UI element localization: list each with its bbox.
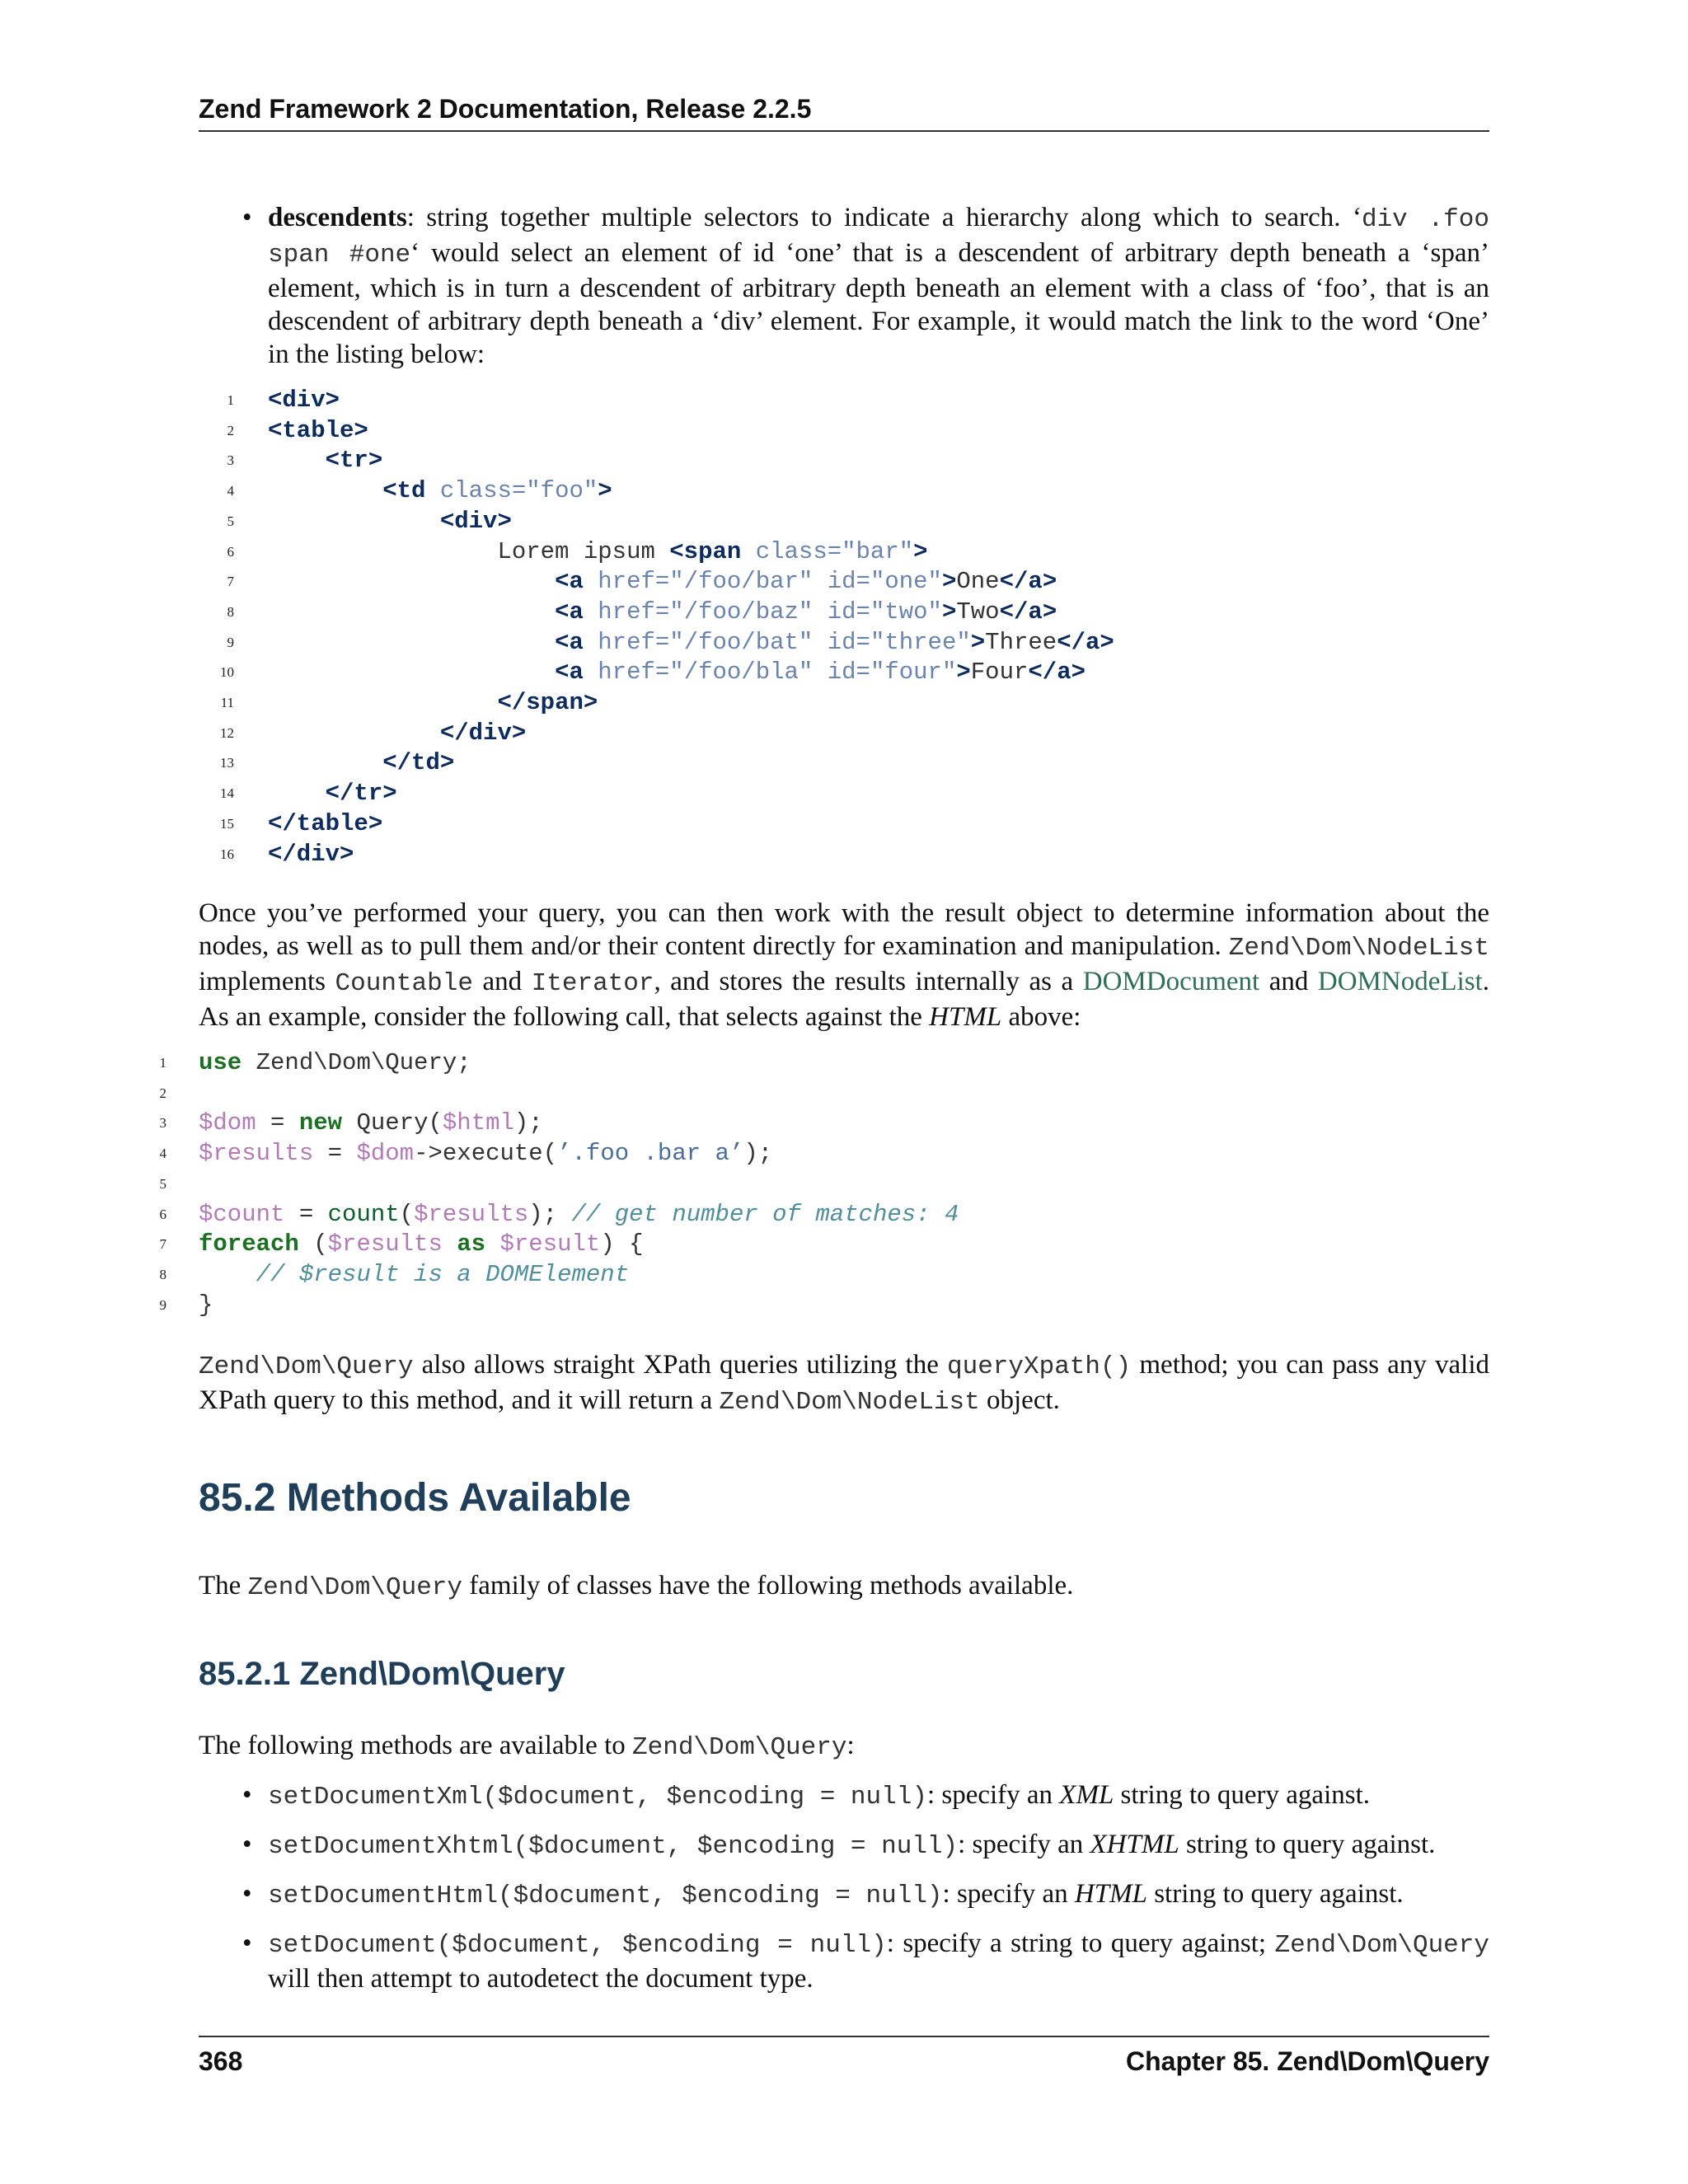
code-line: $dom = new Query($html); xyxy=(199,1109,543,1137)
inline-code: Zend\Dom\Query xyxy=(1274,1931,1489,1960)
line-number: 7 xyxy=(227,574,234,590)
inline-code: Countable xyxy=(335,969,473,998)
line-number: 14 xyxy=(220,785,234,802)
line-number: 3 xyxy=(227,452,234,469)
emphasis: HTML xyxy=(1074,1879,1147,1909)
term-descendents: descendents xyxy=(268,203,407,232)
inline-code: Zend\Dom\NodeList xyxy=(719,1388,980,1417)
php-code-line-numbers xyxy=(134,1048,166,1320)
code-line: </table> xyxy=(268,809,383,837)
inline-code: Iterator xyxy=(531,969,654,998)
line-number: 5 xyxy=(227,513,234,529)
code-line: <a href="/foo/bar" id="one">One</a> xyxy=(555,568,1057,596)
text: : specify an xyxy=(942,1879,1075,1909)
bullet-marker: • xyxy=(242,1929,252,1958)
line-number: 3 xyxy=(159,1115,166,1132)
code-line: $count = count($results); // get number of matches: 4 xyxy=(199,1200,959,1228)
method-item xyxy=(268,1877,1489,1913)
code-line: </span> xyxy=(497,689,598,717)
line-number: 11 xyxy=(220,695,234,711)
bullet-marker: • xyxy=(242,203,252,232)
text: string to query against. xyxy=(1114,1780,1370,1810)
bullet-text-continued: ‘ would select an element of id ‘one’ that is a descendent of arbitrary depth beneath a ‘span’ element, which is in turn a descendent of arbitrary depth beneath an element with a class of ‘foo’, that is an descendent of arbitrary depth beneath a ‘div’ element. For example, it would match the link to the word ‘One’ in the listing below: xyxy=(268,238,1489,369)
page-footer xyxy=(199,2042,1489,2080)
descendents-bullet xyxy=(268,201,1489,371)
html-code-block xyxy=(268,386,1114,869)
code-line: </div> xyxy=(268,840,354,868)
code-line: <a href="/foo/baz" id="two">Two</a> xyxy=(555,598,1057,626)
inline-code: queryXpath() xyxy=(946,1352,1132,1381)
section-heading: 85.2 Methods Available xyxy=(199,1476,631,1520)
code-line xyxy=(199,1079,959,1109)
code-line xyxy=(199,1169,959,1200)
code-line: <table> xyxy=(268,416,368,444)
line-number: 6 xyxy=(159,1206,166,1222)
method-signature: setDocument($document, $encoding = null) xyxy=(268,1931,887,1960)
code-line: </tr> xyxy=(325,780,397,808)
paragraph-result-object xyxy=(199,897,1489,1033)
text: Once you’ve performed your query, you can then work with the result object to determine information about the nodes, as well as to pull them and/or their content directly for examination and manipulation. xyxy=(199,898,1489,961)
inline-code: Zend\Dom\Query xyxy=(247,1573,463,1602)
line-number: 13 xyxy=(220,755,234,771)
link-domnodelist[interactable]: DOMNodeList xyxy=(1317,967,1483,996)
text: family of classes have the following methods available. xyxy=(462,1571,1074,1601)
line-number: 5 xyxy=(159,1175,166,1192)
code-line: <td class="foo"> xyxy=(382,477,612,505)
php-code-block xyxy=(199,1048,959,1320)
text: and xyxy=(472,967,532,996)
text: , and stores the results internally as a xyxy=(654,967,1083,996)
code-line: // $result is a DOMElement xyxy=(256,1260,630,1288)
header-rule xyxy=(199,130,1489,132)
text: : specify a string to query against; xyxy=(886,1929,1275,1958)
emphasis: XHTML xyxy=(1090,1830,1179,1859)
chapter-title: Chapter 85. Zend\Dom\Query xyxy=(1126,2046,1489,2076)
code-line: Lorem ipsum <span class="bar"> xyxy=(268,537,928,565)
text: object. xyxy=(979,1385,1060,1415)
emphasis: XML xyxy=(1059,1780,1114,1810)
paragraph-family xyxy=(199,1569,1489,1605)
subsection-heading: 85.2.1 Zend\Dom\Query xyxy=(199,1656,565,1692)
text: : specify an xyxy=(926,1780,1060,1810)
text: method; you can pass any valid XPath query to this method, and it will return a xyxy=(199,1350,1489,1415)
bullet-marker: • xyxy=(242,1879,252,1909)
footer-rule xyxy=(199,2036,1489,2037)
text: The xyxy=(199,1571,248,1601)
line-number: 15 xyxy=(220,815,234,832)
code-line: <a href="/foo/bat" id="three">Three</a> xyxy=(555,628,1114,656)
paragraph-following xyxy=(199,1729,1489,1765)
page-number: 368 xyxy=(199,2046,243,2076)
method-signature: setDocumentXhtml($document, $encoding = null) xyxy=(268,1832,959,1861)
code-line: <div> xyxy=(268,387,340,414)
text: and xyxy=(1259,967,1318,996)
line-number: 7 xyxy=(159,1236,166,1253)
paragraph-xpath xyxy=(199,1348,1489,1419)
text: string to query against. xyxy=(1179,1830,1436,1859)
text: : xyxy=(846,1731,855,1760)
text: also allows straight XPath queries utilizing the xyxy=(413,1350,947,1380)
line-number: 12 xyxy=(220,724,234,741)
line-number: 8 xyxy=(159,1266,166,1282)
inline-code: Zend\Dom\Query xyxy=(632,1733,847,1762)
code-line: use Zend\Dom\Query; xyxy=(199,1049,471,1076)
line-number: 9 xyxy=(227,634,234,650)
code-line: foreach ($results as $result) { xyxy=(199,1230,644,1258)
text: : specify an xyxy=(958,1830,1090,1859)
running-header: Zend Framework 2 Documentation, Release 2.2.5 xyxy=(199,94,812,124)
method-item xyxy=(268,1779,1489,1814)
line-number: 4 xyxy=(227,483,234,499)
link-domdocument[interactable]: DOMDocument xyxy=(1082,967,1260,996)
code-line: } xyxy=(199,1291,213,1319)
code-line: </td> xyxy=(382,749,455,777)
code-line: <tr> xyxy=(325,447,383,475)
text: above: xyxy=(1001,1002,1081,1032)
code-line: <div> xyxy=(439,507,512,535)
code-line: <a href="/foo/bla" id="four">Four</a> xyxy=(555,658,1086,687)
method-item xyxy=(268,1828,1489,1863)
method-item xyxy=(268,1927,1489,1995)
method-signature: setDocumentHtml($document, $encoding = null) xyxy=(268,1882,943,1910)
method-signature: setDocumentXml($document, $encoding = null) xyxy=(268,1783,927,1811)
line-number: 6 xyxy=(227,543,234,560)
html-code-line-numbers xyxy=(201,386,234,869)
inline-code-selector: div .foo span #one xyxy=(268,205,1489,269)
line-number: 8 xyxy=(227,603,234,620)
text: . As an example, consider the following call, that selects against the xyxy=(199,967,1489,1032)
text: implements xyxy=(199,967,335,996)
bullet-marker: • xyxy=(242,1780,252,1810)
code-line: </div> xyxy=(439,719,527,747)
line-number: 4 xyxy=(159,1146,166,1162)
bullet-marker: • xyxy=(242,1830,252,1859)
line-number: 2 xyxy=(159,1085,166,1101)
inline-code: Zend\Dom\Query xyxy=(199,1352,414,1381)
line-number: 10 xyxy=(220,664,234,681)
bullet-text: : string together multiple selectors to indicate a hierarchy along which to search. ‘ xyxy=(406,203,1362,232)
text: The following methods are available to xyxy=(199,1731,633,1760)
line-number: 1 xyxy=(227,392,234,408)
code-line: $results = $dom->execute(’.foo .bar a’); xyxy=(199,1140,773,1168)
text: will then attempt to autodetect the document type. xyxy=(268,1964,814,1994)
text: string to query against. xyxy=(1146,1879,1404,1909)
emphasis: HTML xyxy=(929,1002,1002,1032)
line-number: 1 xyxy=(159,1055,166,1071)
inline-code: Zend\Dom\NodeList xyxy=(1228,934,1489,963)
line-number: 16 xyxy=(220,846,234,862)
line-number: 9 xyxy=(159,1296,166,1313)
line-number: 2 xyxy=(227,422,234,438)
